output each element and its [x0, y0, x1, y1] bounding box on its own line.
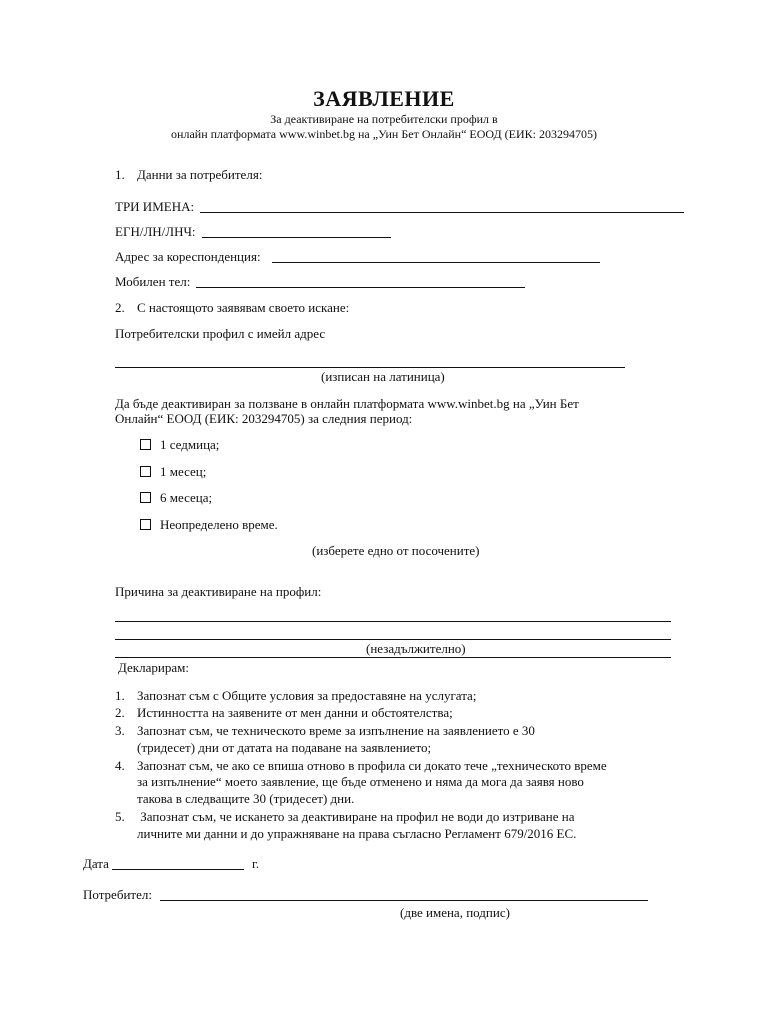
- profile-email-label: Потребителски профил с имейл адрес: [115, 326, 326, 341]
- deactivate-text-line2: Онлайн“ ЕООД (ЕИК: 203294705) за следния период:: [115, 411, 413, 426]
- reason-line-2[interactable]: [115, 639, 671, 640]
- section2-heading: [115, 300, 349, 316]
- egn-label: ЕГН/ЛН/ЛНЧ:: [115, 224, 196, 239]
- section1-number: 1.: [115, 167, 125, 182]
- phone-field-line[interactable]: [196, 287, 525, 288]
- declaration-item-number: 4.: [115, 758, 125, 773]
- declaration-item-text: Истинността на заявените от мен данни и обстоятелства;: [137, 705, 453, 720]
- declaration-item-text: Запознат съм, че ако се впиша отново в профила си докато тече „техническото време: [137, 758, 607, 773]
- declaration-item-1: [115, 688, 476, 704]
- option-6-months-label: 6 месеца;: [160, 490, 213, 505]
- declaration-item-3-continuation: (тридесет) дни от датата на подаване на заявлението;: [137, 740, 432, 755]
- section1-heading: [115, 167, 262, 183]
- declaration-item-4: [115, 758, 607, 774]
- user-label: Потребител:: [83, 887, 152, 902]
- document-subtitle-line2: онлайн платформата www.winbet.bg на „Уин Бет Онлайн“ ЕООД (ЕИК: 203294705): [171, 127, 597, 141]
- date-label: Дата: [83, 856, 109, 871]
- option-1-week-checkbox[interactable]: [140, 439, 151, 450]
- option-6-months-checkbox[interactable]: [140, 492, 151, 503]
- egn-field-line[interactable]: [202, 237, 391, 238]
- declaration-item-2: [115, 705, 453, 721]
- deactivate-text-line1: Да бъде деактивиран за ползване в онлайн платформата www.winbet.bg на „Уин Бет: [115, 396, 579, 411]
- reason-line-1[interactable]: [115, 621, 671, 622]
- declaration-item-5-continuation: личните ми данни и до упражняване на права съгласно Регламент 679/2016 ЕС.: [137, 826, 577, 841]
- choose-note: (изберете едно от посочените): [312, 543, 480, 558]
- document-subtitle-line1: За деактивиране на потребителски профил в: [270, 112, 498, 126]
- declaration-item-text: Запознат съм, че искането за деактивиране на профил не води до изтриване на: [137, 809, 575, 824]
- declaration-label: Декларирам:: [118, 660, 189, 675]
- declaration-item-3: [115, 723, 535, 739]
- email-field-line[interactable]: [115, 367, 625, 368]
- option-1-week-label: 1 седмица;: [160, 437, 220, 452]
- names-field-line[interactable]: [200, 212, 684, 213]
- declaration-item-5: [115, 809, 574, 825]
- section2-number: 2.: [115, 300, 125, 315]
- document-title: ЗАЯВЛЕНИЕ: [313, 86, 455, 111]
- declaration-item-number: 3.: [115, 723, 125, 738]
- declaration-item-number: 1.: [115, 688, 125, 703]
- optional-note: (незадължително): [366, 641, 466, 656]
- option-1-month-label: 1 месец;: [160, 464, 207, 479]
- option-indefinite-checkbox[interactable]: [140, 519, 151, 530]
- declaration-item-text: Запознат съм с Общите условия за предоставяне на услугата;: [137, 688, 477, 703]
- option-indefinite-label: Неопределено време.: [160, 517, 278, 532]
- declaration-item-number: 2.: [115, 705, 125, 720]
- declaration-item-4-continuation-2: такова в следващите 30 (тридесет) дни.: [137, 791, 355, 806]
- latin-note: (изписан на латиница): [321, 369, 445, 384]
- year-suffix: г.: [252, 856, 260, 871]
- declaration-item-4-continuation-1: за изпълнение“ моето заявление, ще бъде отменено и няма да мога да заявя ново: [137, 774, 584, 789]
- declaration-item-text: Запознат съм, че техническото време за изпълнение на заявлението е 30: [137, 723, 535, 738]
- reason-line-3[interactable]: [115, 657, 671, 658]
- date-field-line[interactable]: [112, 869, 244, 870]
- section1-label: Данни за потребителя:: [137, 167, 263, 182]
- names-label: ТРИ ИМЕНА:: [115, 199, 195, 214]
- address-field-line[interactable]: [272, 262, 600, 263]
- declaration-item-number: 5.: [115, 809, 125, 824]
- reason-label: Причина за деактивиране на профил:: [115, 584, 322, 599]
- option-1-month-checkbox[interactable]: [140, 466, 151, 477]
- signature-note: (две имена, подпис): [400, 905, 510, 920]
- address-label: Адрес за кореспонденция:: [115, 249, 261, 264]
- signature-field-line[interactable]: [160, 900, 648, 901]
- section2-label: С настоящото заявявам своето искане:: [137, 300, 350, 315]
- phone-label: Мобилен тел:: [115, 274, 191, 289]
